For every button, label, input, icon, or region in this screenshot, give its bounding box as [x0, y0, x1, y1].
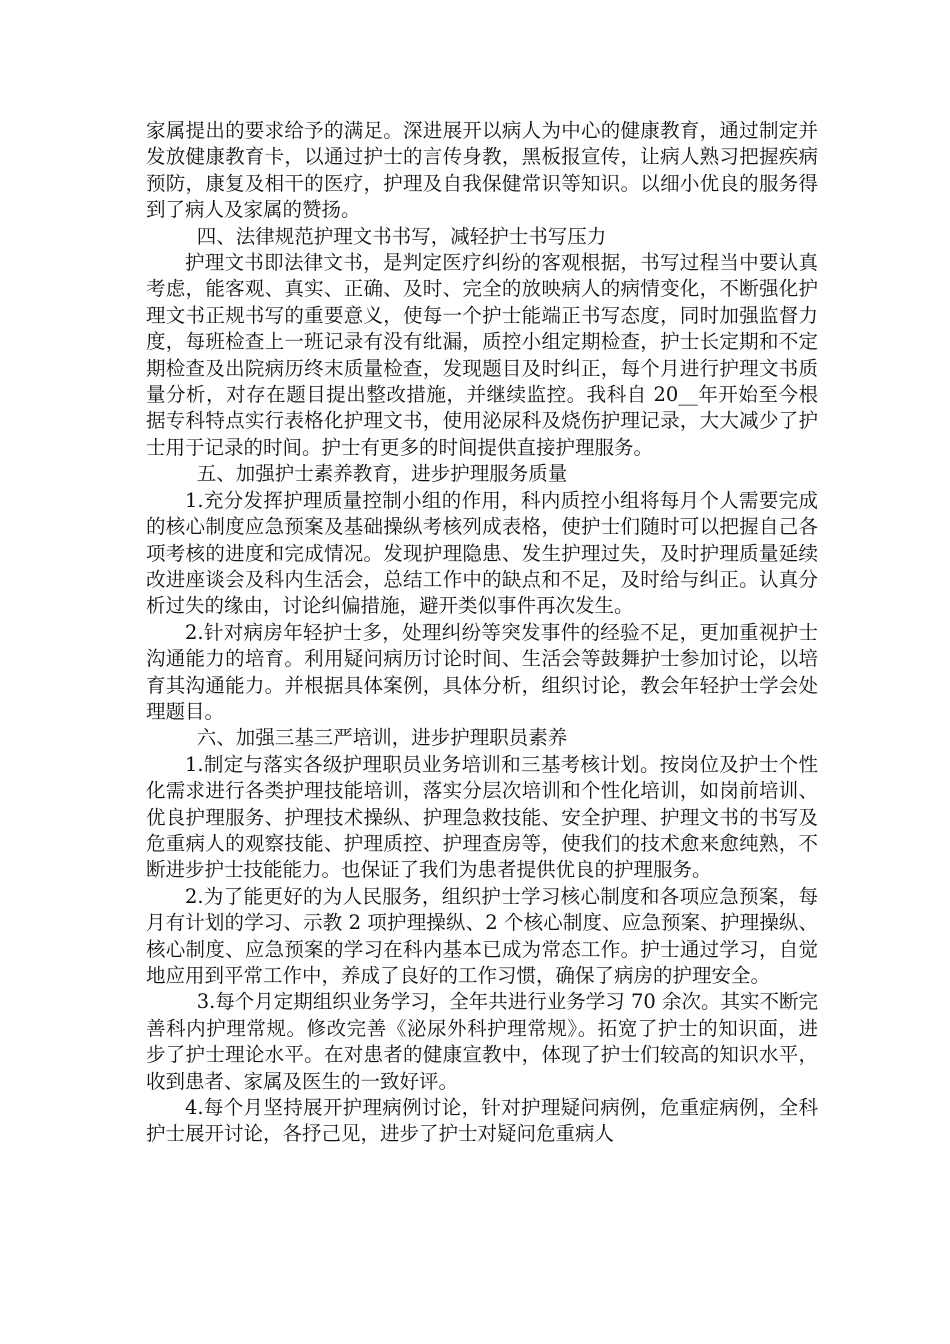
- paragraph-communication: 2.针对病房年轻护士多，处理纠纷等突发事件的经验不足，更加重视护士沟通能力的培育。利用疑问病历讨论时间、生活会等鼓舞护士参加讨论，以培育其沟通能力。并根据具体案例，具体分析，组织讨论，教会年轻护士学会处理题目。: [146, 620, 818, 723]
- section-heading-6: 六、加强三基三严培训，进步护理职员素养: [196, 726, 568, 750]
- paragraph-business-study: 3.每个月定期组织业务学习，全年共进行业务学习 70 余次。其实不断完善科内护理常规。修改完善《泌尿外科护理常规》。拓宽了护士的知识面，进步了护士理论水平。在对患者的健康宣教中，体现了护士们较高的知识水平，收到患者、家属及医生的一致好评。: [146, 990, 819, 1093]
- paragraph-training-plan: 1.制定与落实各级护理职员业务培训和三基考核计划。按岗位及护士个性化需求进行各类护理技能培训，落实分层次培训和个性化培训，如岗前培训、优良护理服务、护理技术操纵、护理急救技能、安全护理、护理文书的书写及危重病人的观察技能、护理质控、护理查房等，使我们的技术愈来愈纯熟，不断进步护士技能能力。也保证了我们为患者提供优良的护理服务。: [146, 752, 818, 882]
- paragraph-quality-control: 1.充分发挥护理质量控制小组的作用，科内质控小组将每月个人需要完成的核心制度应急预案及基础操纵考核列成表格，使护士们随时可以把握自己各项考核的进度和完成情况。发现护理隐患、发生护理过失，及时护理质量延续改进座谈会及科内生活会，总结工作中的缺点和不足，及时给与纠正。认真分析过失的缘由，讨论纠偏措施，避开类似事件再次发生。: [146, 488, 818, 618]
- document-body: [146, 118, 818, 1148]
- paragraph-intro: 家属提出的要求给予的满足。深进展开以病人为中心的健康教育，通过制定并发放健康教育卡，以通过护士的言传身教，黑板报宣传，让病人熟习把握疾病预防，康复及相干的医疗，护理及自我保健常识等知识。以细小优良的服务得到了病人及家属的赞扬。: [146, 119, 818, 222]
- section-heading-5: 五、加强护士素养教育，进步护理服务质量: [196, 462, 568, 486]
- paragraph-case-discussion: 4.每个月坚持展开护理病例讨论，针对护理疑问病例，危重症病例，全科护士展开讨论，各抒己见，进步了护士对疑问危重病人: [146, 1096, 818, 1146]
- paragraph-nursing-documents: 护理文书即法律文书，是判定医疗纠纷的客观根据，书写过程当中要认真考虑，能客观、真实、正确、及时、完全的放映病人的病情变化，不断强化护理文书正规书写的重要意义，使每一个护士能端正书写态度，同时加强监督力度，每班检查上一班记录有没有纰漏，质控小组定期检查，护士长定期和不定期检查及出院病历终末质量检查，发现题目及时纠正，每个月进行护理文书质量分析，对存在题目提出整改措施，并继续监控。我科自 20__年开始至今根据专科特点实行表格化护理文书，使用泌尿科及烧伤护理记录，大大减少了护士用于记录的时间。护士有更多的时间提供直接护理服务。: [146, 251, 818, 459]
- paragraph-core-system-study: 2.为了能更好的为人民服务，组织护士学习核心制度和各项应急预案，每月有计划的学习、示教 2 项护理操纵、2 个核心制度、应急预案、护理操纵、核心制度、应急预案的学习在科内基本已成为常态工作。护士通过学习，自觉地应用到平常工作中，养成了良好的工作习惯，确保了病房的护理安全。: [146, 884, 818, 987]
- section-heading-4: 四、法律规范护理文书书写，减轻护士书写压力: [196, 224, 607, 248]
